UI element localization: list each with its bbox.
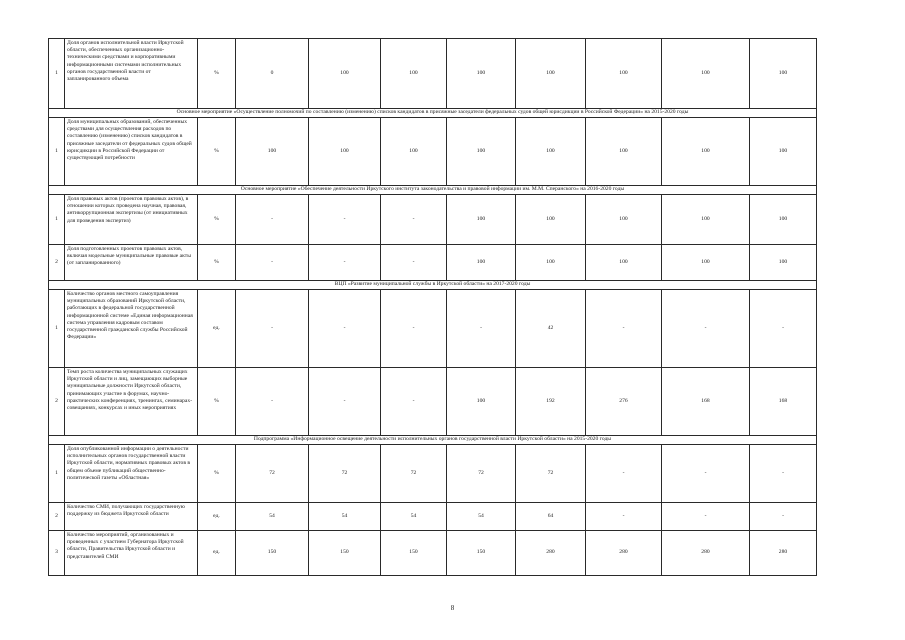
value-cell: 100 xyxy=(516,245,586,281)
value-cell: 100 xyxy=(586,39,662,109)
value-cell: 150 xyxy=(447,531,516,576)
value-cell: - xyxy=(309,368,381,436)
unit-cell: ед. xyxy=(198,531,236,576)
value-cell: 100 xyxy=(586,118,662,186)
value-cell: - xyxy=(236,245,309,281)
table-row xyxy=(49,195,817,245)
table-row xyxy=(49,445,817,503)
table-row xyxy=(49,503,817,531)
value-cell: - xyxy=(236,368,309,436)
page-number: 8 xyxy=(450,604,455,612)
value-cell: - xyxy=(447,290,516,368)
unit-cell: % xyxy=(198,368,236,436)
indicator-name: Доля муниципальных образований, обеспеченных средствами для осуществления расходов по составлению (изменению) списков кандидатов в присяжные заседатели от федеральных судов общей юрисдикции в Российской Федерации от существующей потребности xyxy=(65,118,198,186)
value-cell: 54 xyxy=(447,503,516,531)
value-cell: - xyxy=(236,195,309,245)
row-number: 1 xyxy=(49,39,65,109)
value-cell: 280 xyxy=(662,531,750,576)
row-number: 1 xyxy=(49,445,65,503)
indicator-name: Доля правовых актов (проектов правовых актов), в отношении которых проведена научная, правовая, антикоррупционная экспертизы (от инициативных для проведения экспертиз) xyxy=(65,195,198,245)
value-cell: 150 xyxy=(381,531,447,576)
value-cell: 72 xyxy=(309,445,381,503)
table-row xyxy=(49,118,817,186)
unit-cell: % xyxy=(198,245,236,281)
section-title: Основное мероприятие «Осуществление полномочий по составлению (изменению) списков кандидатов в присяжные заседатели федеральных судов общей юрисдикции в Российской Федерации» на 2015-2020 годы xyxy=(49,109,817,118)
row-number: 1 xyxy=(49,290,65,368)
unit-cell: ед. xyxy=(198,290,236,368)
value-cell: 276 xyxy=(586,368,662,436)
value-cell: 100 xyxy=(516,118,586,186)
section-title: Основное мероприятие «Обеспечение деятельности Иркутского института законодательства и правовой информации им. М.М. Сперанского» на 2016-2020 годы xyxy=(49,186,817,195)
value-cell: 100 xyxy=(309,39,381,109)
value-cell: 0 xyxy=(236,39,309,109)
section-header-row xyxy=(49,281,817,290)
row-number: 2 xyxy=(49,368,65,436)
unit-cell: % xyxy=(198,195,236,245)
value-cell: - xyxy=(381,245,447,281)
unit-cell: ед. xyxy=(198,503,236,531)
value-cell: 72 xyxy=(381,445,447,503)
value-cell: 100 xyxy=(447,195,516,245)
value-cell: 100 xyxy=(447,368,516,436)
value-cell: - xyxy=(381,195,447,245)
value-cell: 100 xyxy=(447,245,516,281)
value-cell: - xyxy=(586,503,662,531)
section-title: ВЦП «Развитие муниципальной службы в Иркутской области» на 2017-2020 годы xyxy=(49,281,817,290)
indicators-table xyxy=(48,38,817,576)
value-cell: 100 xyxy=(516,195,586,245)
value-cell: - xyxy=(662,503,750,531)
value-cell: - xyxy=(750,290,817,368)
value-cell: 100 xyxy=(750,245,817,281)
value-cell: 192 xyxy=(516,368,586,436)
unit-cell: % xyxy=(198,118,236,186)
value-cell: 100 xyxy=(662,39,750,109)
value-cell: 168 xyxy=(662,368,750,436)
value-cell: 280 xyxy=(586,531,662,576)
value-cell: 100 xyxy=(309,118,381,186)
value-cell: - xyxy=(309,245,381,281)
value-cell: - xyxy=(309,195,381,245)
value-cell: 72 xyxy=(516,445,586,503)
section-header-row xyxy=(49,186,817,195)
value-cell: - xyxy=(662,445,750,503)
value-cell: - xyxy=(236,290,309,368)
indicator-name: Количество органов местного самоуправления муниципальных образований Иркутской области, работающих в федеральной государственной информационной системе «Единая информационная система управления кадровым составом государственной гражданской службы Российской Федерации» xyxy=(65,290,198,368)
row-number: 1 xyxy=(49,118,65,186)
value-cell: 150 xyxy=(309,531,381,576)
table-row xyxy=(49,290,817,368)
value-cell: 100 xyxy=(447,118,516,186)
value-cell: 72 xyxy=(447,445,516,503)
value-cell: 100 xyxy=(586,245,662,281)
value-cell: - xyxy=(309,290,381,368)
indicator-name: Доля органов исполнительной власти Иркутской области, обеспеченных организационно-техническими средствами и корпоративными информационными системами исполнительных органов государственной власти от запланированного объема xyxy=(65,39,198,109)
row-number: 1 xyxy=(49,195,65,245)
value-cell: 100 xyxy=(381,118,447,186)
value-cell: 54 xyxy=(236,503,309,531)
value-cell: 100 xyxy=(236,118,309,186)
value-cell: 280 xyxy=(516,531,586,576)
indicator-name: Количество мероприятий, организованных и проведенных с участием Губернатора Иркутской области, Правительства Иркутской области и представителей СМИ xyxy=(65,531,198,576)
value-cell: 100 xyxy=(750,39,817,109)
value-cell: 100 xyxy=(750,195,817,245)
value-cell: 54 xyxy=(309,503,381,531)
indicator-name: Количество СМИ, получающих государственную поддержку из бюджета Иркутской области xyxy=(65,503,198,531)
value-cell: 150 xyxy=(236,531,309,576)
value-cell: - xyxy=(586,445,662,503)
value-cell: - xyxy=(381,290,447,368)
value-cell: 100 xyxy=(516,39,586,109)
value-cell: - xyxy=(750,503,817,531)
unit-cell: % xyxy=(198,445,236,503)
row-number: 2 xyxy=(49,245,65,281)
section-header-row xyxy=(49,109,817,118)
value-cell: - xyxy=(381,368,447,436)
value-cell: 280 xyxy=(750,531,817,576)
row-number: 2 xyxy=(49,503,65,531)
table-row xyxy=(49,368,817,436)
unit-cell: % xyxy=(198,39,236,109)
row-number: 3 xyxy=(49,531,65,576)
indicator-name: Темп роста количества муниципальных служащих Иркутской области и лиц, замещающих выборные муниципальные должности Иркутской области, принимающих участие в форумах, научно-практических конференциях, тренингах, семинарах-совещаниях, конкурсах и иных мероприятиях xyxy=(65,368,198,436)
value-cell: 100 xyxy=(447,39,516,109)
value-cell: 72 xyxy=(236,445,309,503)
value-cell: 100 xyxy=(381,39,447,109)
value-cell: - xyxy=(662,290,750,368)
value-cell: 64 xyxy=(516,503,586,531)
value-cell: - xyxy=(586,290,662,368)
table-row xyxy=(49,531,817,576)
indicator-name: Доля опубликованной информации о деятельности исполнительных органов государственной власти Иркутской области, нормативных правовых актов в общем объеме публикаций общественно-политической газеты «Областная» xyxy=(65,445,198,503)
value-cell: 100 xyxy=(662,195,750,245)
section-header-row xyxy=(49,436,817,445)
table-row xyxy=(49,39,817,109)
table-row xyxy=(49,245,817,281)
document-page xyxy=(48,38,816,576)
value-cell: - xyxy=(750,445,817,503)
value-cell: 100 xyxy=(662,118,750,186)
table-body xyxy=(49,39,817,576)
value-cell: 100 xyxy=(586,195,662,245)
value-cell: 100 xyxy=(662,245,750,281)
section-title: Подпрограмма «Информационное освещение деятельности исполнительных органов государственной власти Иркутской области» на 2015-2020 годы xyxy=(49,436,817,445)
value-cell: 42 xyxy=(516,290,586,368)
indicator-name: Доля подготовленных проектов правовых актов, включая модельные муниципальные правовые акты (от запланированного) xyxy=(65,245,198,281)
value-cell: 100 xyxy=(750,118,817,186)
value-cell: 54 xyxy=(381,503,447,531)
value-cell: 168 xyxy=(750,368,817,436)
